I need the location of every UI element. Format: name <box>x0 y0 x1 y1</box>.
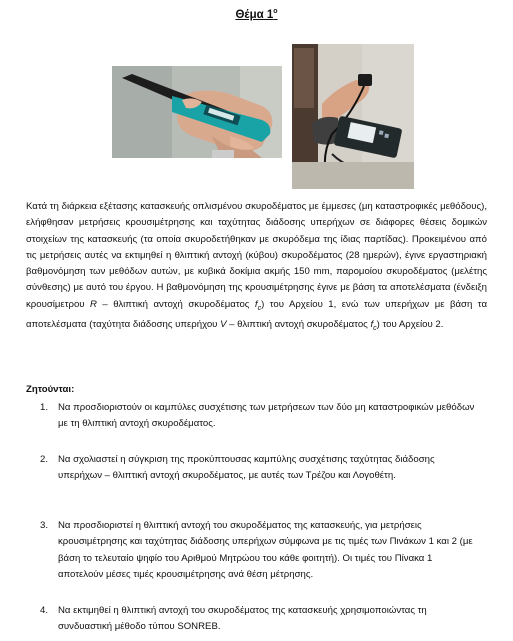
requested-heading: Ζητούνται: <box>26 384 75 395</box>
list-item-text: Να εκτιμηθεί η θλιπτική αντοχή του σκυροδέματος της κατασκευής χρησιμοποιώντας τη συνδυαστική μέθοδο τύπου SONREB. <box>58 605 427 633</box>
symbol-fc-1: f <box>254 298 258 310</box>
paragraph-part-1: Κατά τη διάρκεια εξέτασης κατασκευής οπλισμένου σκυροδέματος με έμμεσες (μη καταστροφικές μεθόδους), ελήφθησαν μετρήσεις κρουσιμέτρησης και ταχύτητας διάδοσης υπερήχων σε διάφορες θέσεις δομικών στοιχείων της κατασκευής (τα οποία σκυροδετήθηκαν με σκυρόδεμα της ίδιας παρτίδας). Προκειμένου από τις μετρήσεις αυτές να εκτιμηθεί η θλιπτική αντοχή (κύβου) σκυροδέματος (28 ημερών), έγινε εργαστηριακή βαθμονόμηση των μεθόδων αυτών, με κυβικά δοκίμια ακμής 150 mm, παρομοίου σκυροδέματος (μελέτης σύνθεσης) με αυτό του έργου. Η βαθμονόμηση της κρουσιμέτρησης έγινε με βάση τα αποτελέσματα (ένδειξη κρουσίμετρου <box>26 201 487 310</box>
rebound-hammer-photo <box>112 66 282 158</box>
list-item-number: 4. <box>40 605 49 616</box>
list-item-number: 1. <box>40 402 49 413</box>
list-item <box>40 603 480 636</box>
symbol-fc-2: f <box>370 318 374 330</box>
list-item-number: 2. <box>40 454 49 465</box>
symbol-v: V <box>220 318 227 330</box>
list-item <box>40 400 480 433</box>
symbol-fc-2-sub: c <box>373 324 377 332</box>
paragraph-part-2: – θλιπτική αντοχή σκυροδέματος <box>96 298 255 310</box>
list-item-text: Να σχολιαστεί η σύγκριση της προκύπτουσας καμπύλης συσχέτισης ταχύτητας διάδοσης υπερήχων – θλιπτική αντοχή σκυροδέματος, με αυτές των Τρέζου και Λογοθέτη. <box>58 454 435 482</box>
ultrasonic-test-photo <box>292 44 414 189</box>
list-item-text: Να προσδιοριστεί η θλιπτική αντοχή του σκυροδέματος της κατασκευής, για μετρήσεις κρουσιμέτρησης και ταχύτητας διάδοσης υπερήχων σύμφωνα με τις τιμές των Πινάκων 1 και 2 (με βάση το τελευταίο ψηφίο του Αριθμού Μητρώου του κάθε φοιτητή). Οι τιμές του Πίνακα 1 αποτελούν μέσες τιμές κρουσιμέτρησης ανά θέση μέτρησης. <box>58 520 473 580</box>
list-item-number: 3. <box>40 520 49 531</box>
symbol-fc-1-sub: c <box>257 304 262 312</box>
paragraph-part-5: ) του Αρχείου 2. <box>376 318 444 330</box>
paragraph-part-4: – θλιπτική αντοχή σκυροδέματος <box>226 318 371 330</box>
paragraph-part-3: ) του Αρχείου 1, ενώ των υπερήχων με βάση τα αποτελέσματα (ταχύτητα διάδοσης υπερήχου <box>26 298 487 330</box>
list-item <box>40 452 480 485</box>
title-text: Θέμα 1 <box>235 8 274 21</box>
page-title <box>0 8 513 21</box>
list-item-text: Να προσδιοριστούν οι καμπύλες συσχέτισης των μετρήσεων των δύο μη καταστροφικών μεθόδων με τη θλιπτική αντοχή σκυροδέματος. <box>58 402 475 430</box>
symbol-r: R <box>90 298 97 310</box>
list-item <box>40 518 480 583</box>
problem-paragraph <box>26 199 487 337</box>
problem-description <box>26 199 487 337</box>
title-superscript: ο <box>273 8 278 15</box>
